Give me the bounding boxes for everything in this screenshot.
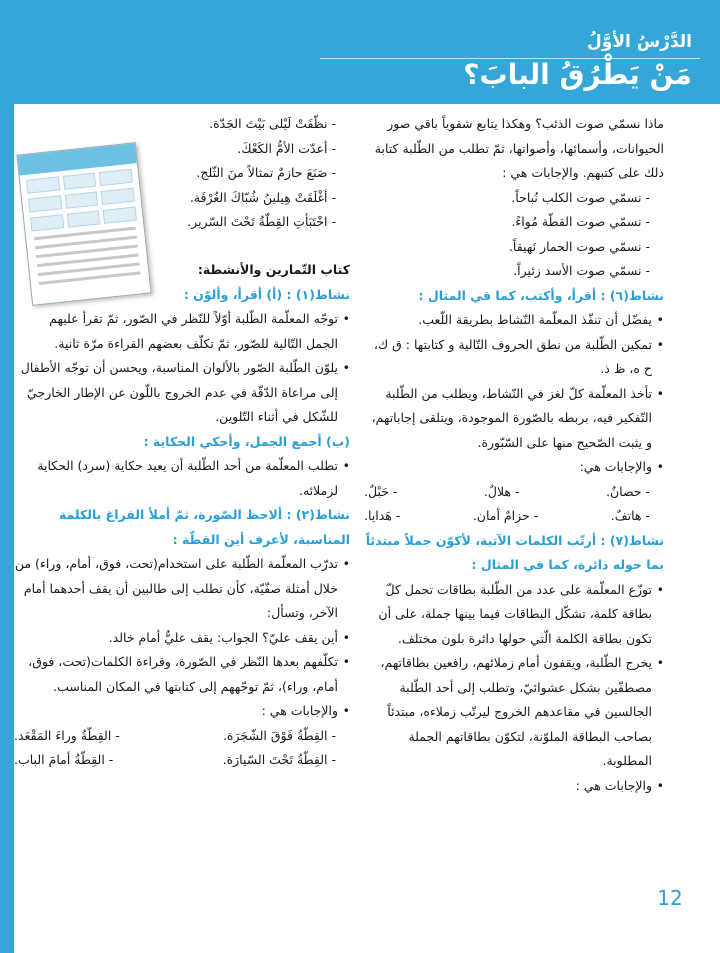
activity6-item: • تأخذ المعلّمة كلّ لغز في النّشاط، ويطلب من الطّلبة التّفكير فيه، بربطه بالصّورة الموجودة، ويتلقى إجاباتهم، و يثبت الصّحيح منها على السّبّورة. (364, 382, 664, 456)
activity7-item: • والإجابات هي : (364, 774, 664, 799)
answer: - حصانٌ. (605, 483, 650, 499)
answer: - القِطّةُ أمامَ الباب. (14, 752, 114, 767)
answer: - حزامٌ أمان. (472, 508, 539, 523)
activity2-item: • أين يقف عليّ؟ الجواب: يقف عليٌّ أمام خالد. (14, 626, 350, 651)
activity6-item: • والإجابات هي: (364, 455, 664, 480)
activity6-item: • يفضّل أن تنفّذ المعلّمة النّشاط بطريقة اللّعب. (364, 308, 664, 333)
activity2-heading: نشاط(٢) : ألاحظ الصّورة، ثمّ أملأ الفراغ بالكلمة المناسبة، لأعرف أين القطّة : (58, 507, 350, 547)
sentence-line: - أغْلَقَتْ هِيلينُ شُبّاكَ الغُرْفَة. (189, 189, 336, 205)
sound-line: - نسمّي صوت الحمار نَهيقاً. (508, 238, 650, 254)
activity1b-item: • تطلب المعلّمة من أحد الطّلبة أن يعيد حكاية (سرد) الحكاية لزملائه. (14, 454, 350, 503)
side-strip (0, 104, 14, 953)
activity2-item: • تكلّفهم بعدها النّظر في الصّورة، وقراءة الكلمات(تحت، فوق، أمام، وراء)، ثمّ توجّههم إلى كتابتها في المكان المناسب. (14, 650, 350, 699)
activity7-item: • يخرج الطّلبة، ويقفون أمام زملائهم، رافعين بطاقاتهم، مصطفّين بشكل عشوائيّ، وتطلب إلى أحد الطّلبة الجالسين في مقاعدهم الخروج ليرتّب زملاءه، مبتدئاً بصاحب البطاقة الملوّنة، لتكوّن بطاقاتهم الجملة المطلوبة. (364, 651, 664, 774)
activity7-heading: نشاط(٧) : أرتّب الكلمات الآتية، لأكوّن جملاً مبتدئاً بما حوله دائرة، كما في المثال : (365, 532, 664, 572)
activity1b-heading: (ب) أجمع الجمل، وأحكي الحكاية : (143, 433, 350, 449)
sentence-line: - أعدّت الأمُّ الكَعْكَ. (237, 140, 336, 156)
sound-line: - نسمّي صوت الأسد زئيراً. (513, 263, 650, 278)
answer: - القِطّةُ تَحْتَ السّيارَة. (222, 752, 336, 767)
answer: - القِطّةُ وراءَ المَقْعَد. (14, 727, 120, 743)
answer: - هاتفٌ. (610, 508, 650, 523)
answer: - هَدايا. (364, 508, 401, 523)
activity2-item: • تدرّب المعلّمة الطّلبة على استخدام(تحت، فوق، أمام، وراء) من خلال أمثلة صفّيّة، كأن تطلب إلى طالبين أن يقف أحدهما أمام الآخر، وتسأل: (14, 552, 350, 626)
answers-row (14, 724, 350, 749)
sound-line: - نسمّي صوت القطّة مُواءً. (511, 214, 650, 229)
answers-row (364, 504, 664, 529)
answers-row (14, 748, 350, 773)
sentence-line: - نظّفَتْ لَيْلى بَيْتَ الجَدّة. (209, 116, 336, 131)
left-column-top (152, 112, 350, 235)
activity7-item: • توزّع المعلّمة على عدد من الطّلبة بطاقات تحمل كلّ بطاقة كلمة، تشكّل البطاقات فيما بينها جملة، على أن تكون بطاقة الكلمة الّتي حولها دائرة بلون مختلف. (364, 578, 664, 652)
answer: - حَبْلٌ. (364, 483, 398, 499)
activity1-heading: نشاط(١) : (أ) أقرأ، وألوّن : (183, 286, 350, 302)
answer: - هلالٌ. (483, 483, 520, 499)
workbook-heading: كتاب التّمارين والأنشطة: (197, 262, 350, 277)
lesson-header (0, 0, 720, 104)
intro-paragraph: ماذا نسمّي صوت الذئب؟ وهكذا يتابع شفوياً باقي صور الحيوانات، وأسمائها، وأصواتها، ثمّ تطلب من الطّلبة كتابة ذلك على كتبهم. والإجابات هي : (374, 116, 664, 180)
lesson-number: الدَّرْسُ الأوَّلُ (587, 32, 692, 52)
activity6-heading: نشاط(٦) : أقرأ، وأكتب، كما في المثال : (418, 287, 664, 303)
sentence-line: - صَنَعَ حازمٌ تمثالاً منَ الثّلج. (196, 165, 336, 180)
sentence-line: - اخْتَبَأتِ القِطّةُ تَحْتَ السّرير. (187, 214, 336, 229)
answers-row (364, 480, 664, 505)
activity6-item: • تمكين الطّلبة من نطق الحروف التّالية و كتابتها : ق ك، ح ه، ظ ذ. (364, 333, 664, 382)
activity1-item: • توجّه المعلّمة الطّلبة أوّلاً للنّظر في الصّور، ثمّ تقرأ عليهم الجمل التّالية للصّور، ثمّ تكلّف بعضهم القراءة مرّة ثانية. (14, 307, 350, 356)
right-column (364, 112, 664, 798)
answer: - القِطّةُ فَوْقَ الشّجَرَة. (222, 727, 336, 743)
lesson-title: مَنْ يَطْرُقُ البابَ؟ (463, 58, 692, 91)
left-column (14, 258, 350, 773)
sound-line: - نسمّي صوت الكلب نُباحاً. (511, 189, 650, 205)
page-number: 12 (657, 886, 683, 910)
activity1-item: • يلوّن الطّلبة الصّور بالألوان المناسبة، ويحسن أن توجّه الأطفال إلى مراعاة الدّقّة في عدم الخروج باللّون عن الإطار الخارجيّ للشّكل في أثناء التّلوين. (14, 356, 350, 430)
activity2-item: • والإجابات هي : (14, 699, 350, 724)
